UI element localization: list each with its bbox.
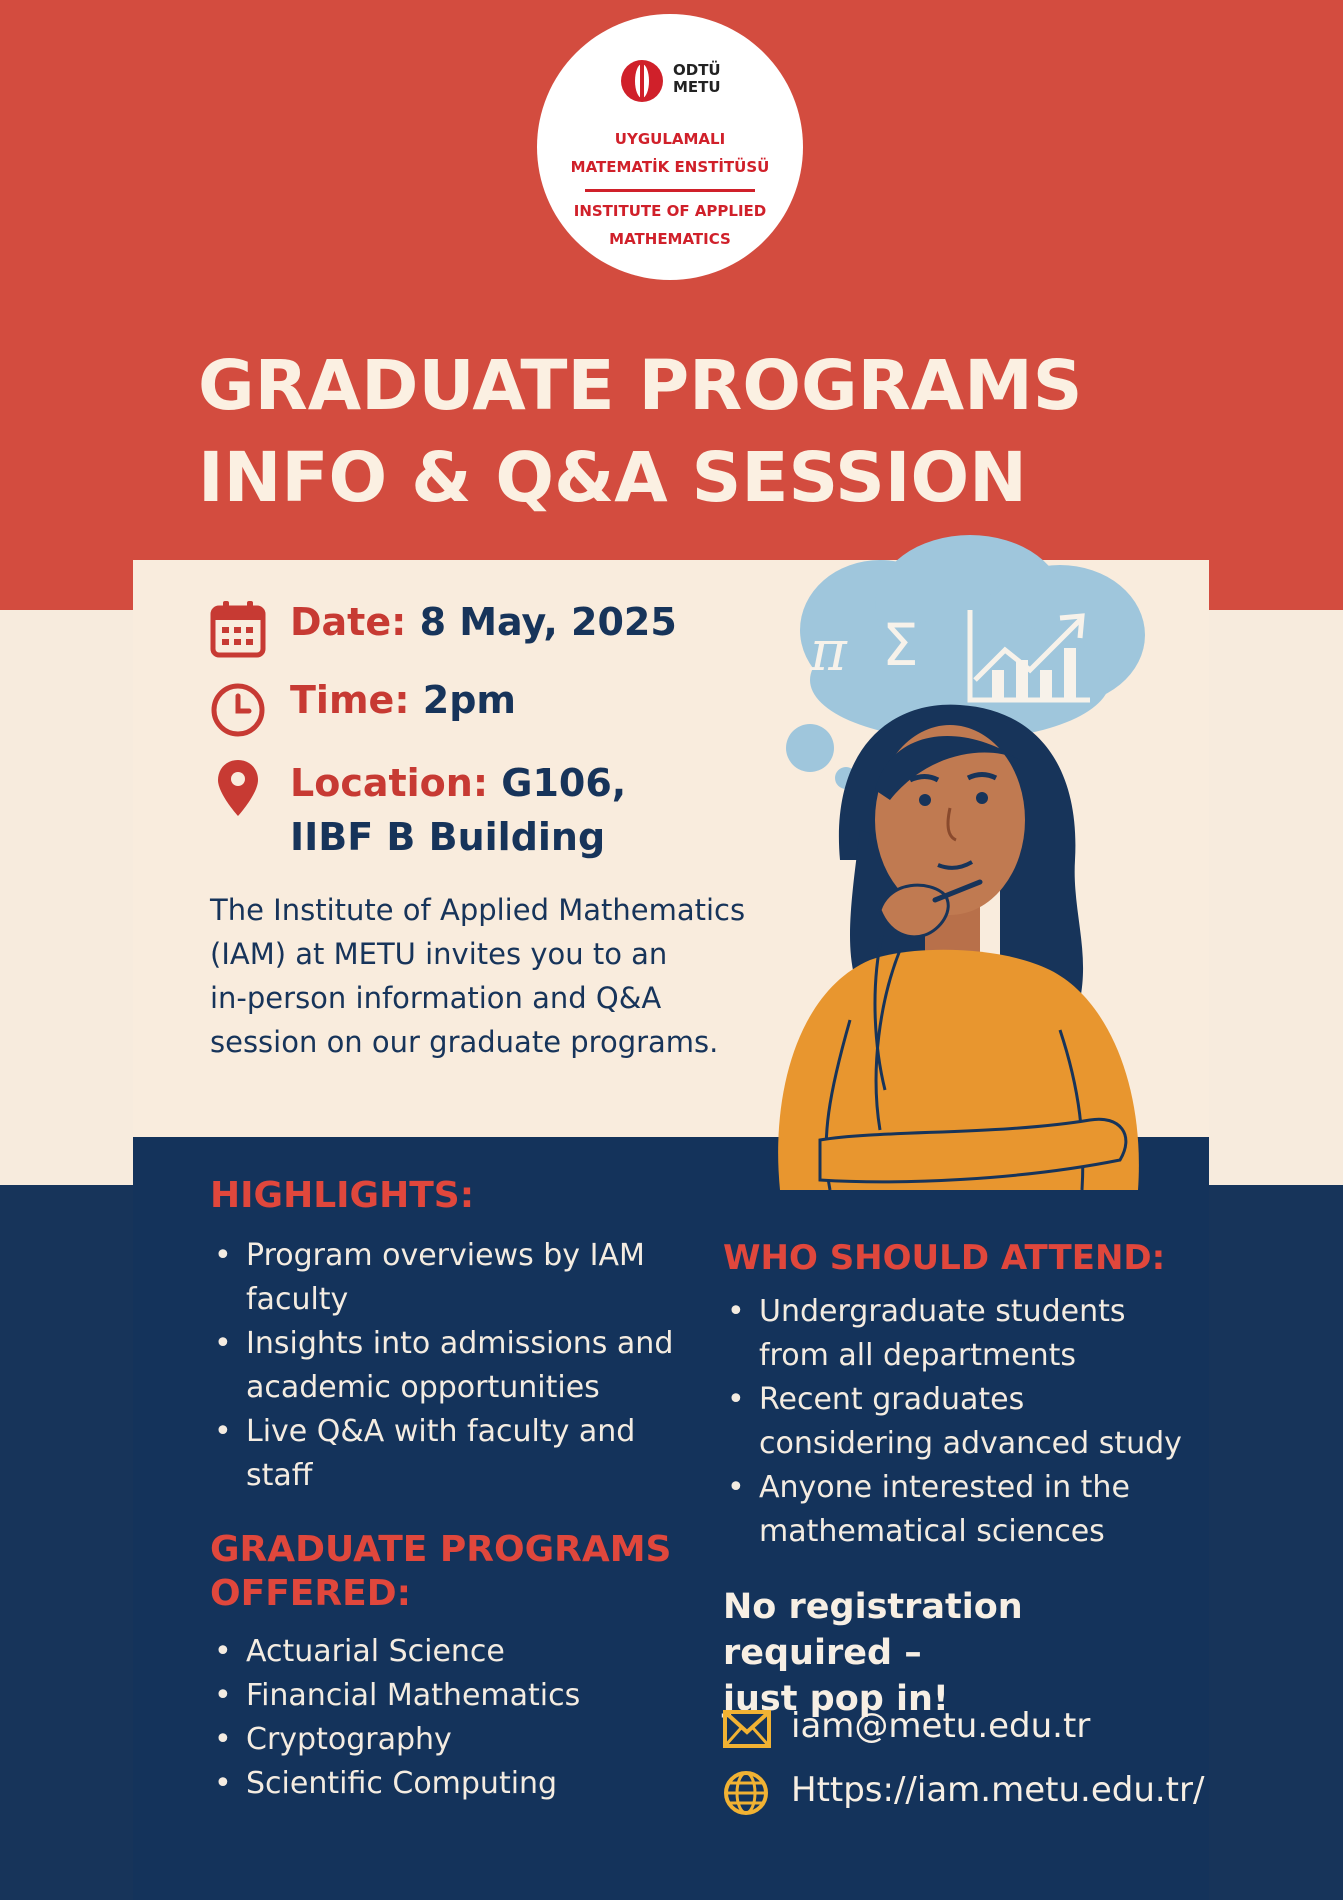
programs-heading-line2: OFFERED: — [210, 1573, 411, 1614]
time-label: Time: — [290, 678, 410, 722]
list-item — [723, 1378, 1193, 1466]
highlight-line: faculty — [246, 1282, 349, 1317]
registration-line1: No registration required – — [723, 1587, 1023, 1673]
highlight-line: academic opportunities — [246, 1370, 600, 1405]
event-location — [290, 756, 626, 864]
description-line2: (IAM) at METU invites you to an — [210, 937, 668, 971]
date-label: Date: — [290, 600, 407, 644]
list-item — [210, 1322, 690, 1410]
attend-line: mathematical sciences — [759, 1514, 1105, 1549]
attend-line: from all departments — [759, 1338, 1077, 1373]
attend-list — [723, 1290, 1193, 1554]
attend-line: • Anyone interested in the — [759, 1470, 1130, 1505]
location-value-line2: IIBF B Building — [290, 815, 606, 859]
highlight-line: • Insights into admissions and — [246, 1326, 674, 1361]
programs-list — [210, 1630, 690, 1806]
page-title — [198, 340, 1178, 524]
attend-line: • Recent graduates — [759, 1382, 1025, 1417]
highlight-line: • Live Q&A with faculty and — [246, 1414, 636, 1449]
event-date — [290, 600, 677, 644]
globe-icon — [723, 1770, 769, 1816]
logo-divider — [585, 189, 755, 192]
list-item — [723, 1466, 1193, 1554]
location-pin-icon — [216, 758, 260, 818]
contact-website-row[interactable] — [723, 1770, 1205, 1825]
highlight-line: staff — [246, 1458, 313, 1493]
logo-brand-line2: METU — [673, 78, 721, 96]
contact-email-row[interactable] — [723, 1706, 1091, 1757]
thinking-woman-illustration — [760, 530, 1160, 1190]
clock-icon — [210, 682, 266, 738]
highlight-line: • Program overviews by IAM — [246, 1238, 645, 1273]
registration-line2: just pop in! — [723, 1679, 949, 1719]
time-value: 2pm — [422, 678, 516, 722]
event-time — [290, 678, 516, 722]
envelope-icon — [723, 1710, 771, 1748]
title-line1: GRADUATE PROGRAMS — [198, 346, 1083, 426]
highlights-heading: HIGHLIGHTS: — [210, 1175, 475, 1216]
location-value-line1: G106, — [501, 761, 627, 805]
logo-brand-line1: ODTÜ — [673, 61, 721, 79]
description-line4: session on our graduate programs. — [210, 1025, 719, 1059]
attend-line: considering advanced study — [759, 1426, 1182, 1461]
location-label: Location: — [290, 761, 489, 805]
calendar-icon — [210, 600, 266, 658]
pi-symbol: π — [810, 619, 847, 684]
description-line3: in-person information and Q&A — [210, 981, 662, 1015]
list-item: • Financial Mathematics — [210, 1674, 690, 1718]
list-item: • Actuarial Science — [210, 1630, 690, 1674]
list-item — [210, 1234, 690, 1322]
date-value: 8 May, 2025 — [419, 600, 677, 644]
attend-heading: WHO SHOULD ATTEND: — [723, 1238, 1166, 1278]
logo-en-line1: INSTITUTE OF APPLIED — [573, 202, 767, 220]
contact-email[interactable]: iam@metu.edu.tr — [791, 1706, 1091, 1746]
institute-logo — [537, 14, 803, 280]
description-line1: The Institute of Applied Mathematics — [210, 893, 746, 927]
highlights-list — [210, 1234, 690, 1498]
programs-heading-line1: GRADUATE PROGRAMS — [210, 1529, 672, 1570]
registration-note — [723, 1584, 1183, 1722]
programs-heading — [210, 1528, 671, 1616]
metu-logo-icon — [619, 58, 665, 104]
title-line2: INFO & Q&A SESSION — [198, 438, 1027, 518]
logo-brand-text — [673, 62, 721, 96]
list-item: • Scientific Computing — [210, 1762, 690, 1806]
contact-website[interactable]: Https://iam.metu.edu.tr/ — [791, 1770, 1205, 1810]
list-item — [723, 1290, 1193, 1378]
list-item: • Cryptography — [210, 1718, 690, 1762]
attend-line: • Undergraduate students — [759, 1294, 1126, 1329]
logo-tr-line2: MATEMATİK ENSTİTÜSÜ — [570, 158, 770, 176]
logo-en-line2: MATHEMATICS — [609, 230, 731, 248]
list-item — [210, 1410, 690, 1498]
event-description — [210, 888, 810, 1064]
logo-tr-line1: UYGULAMALI — [614, 130, 726, 148]
sigma-symbol: Σ — [882, 611, 919, 679]
